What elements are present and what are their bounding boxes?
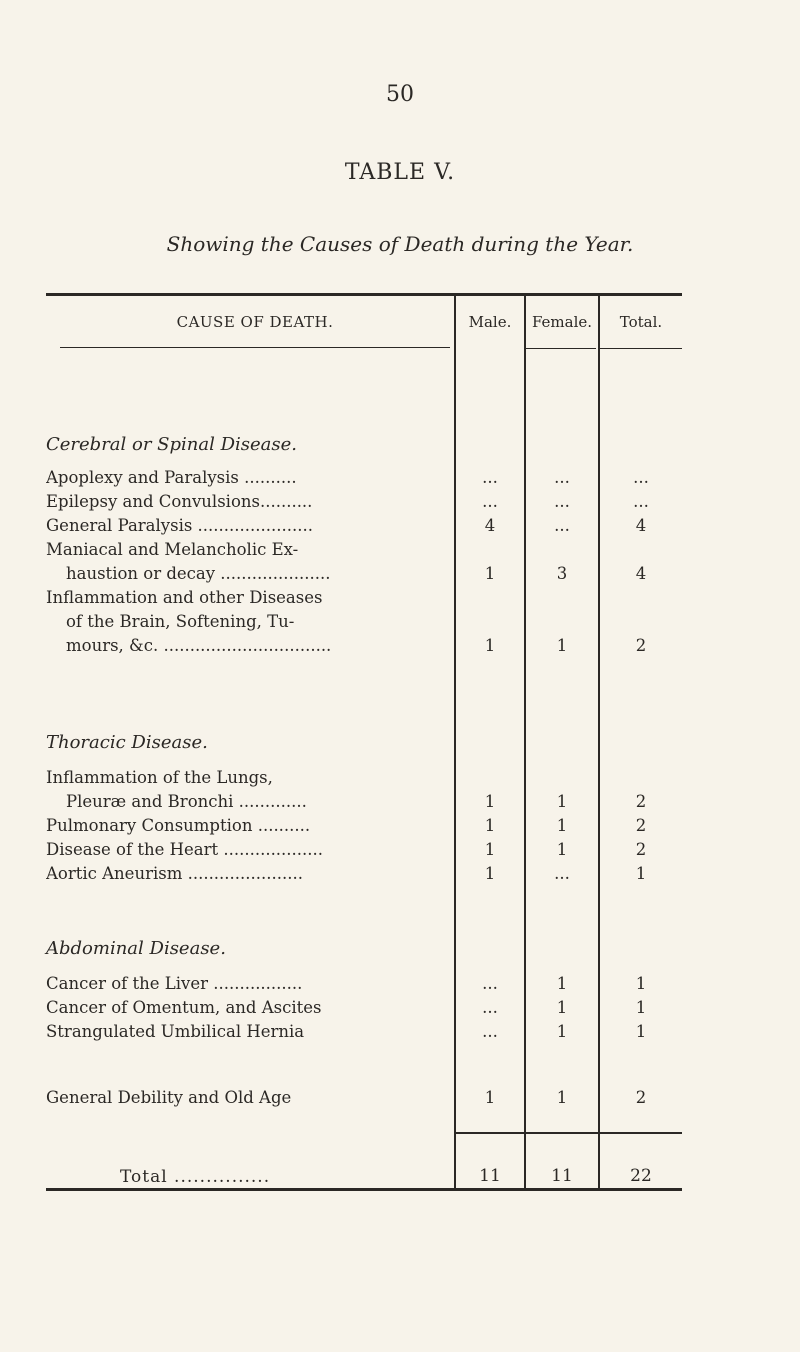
- cause-label: Disease of the Heart ...................: [46, 840, 324, 859]
- total-value: 2: [635, 816, 647, 835]
- header-underline-female: [526, 348, 596, 349]
- cause-label: Epilepsy and Convulsions..........: [46, 492, 313, 511]
- cause-label: Cancer of the Liver .................: [46, 974, 303, 993]
- female-value: 1: [556, 792, 568, 811]
- total-value: 1: [635, 864, 647, 883]
- table-row: [0, 468, 800, 492]
- cause-label: Aortic Aneurism ......................: [46, 864, 303, 883]
- table-row: [0, 564, 800, 588]
- column-divider-2: [524, 296, 526, 1188]
- table-row-line: [0, 540, 800, 564]
- total-value: ...: [633, 492, 649, 511]
- female-value: ...: [554, 492, 570, 511]
- total-value: 2: [635, 1088, 647, 1107]
- page-number: 50: [386, 82, 414, 107]
- table-row: [0, 1088, 800, 1112]
- cause-label: Inflammation and other Diseases: [46, 588, 323, 607]
- female-value: 1: [556, 1088, 568, 1107]
- total-overline-total: [600, 1132, 682, 1134]
- total-value: 1: [635, 998, 647, 1017]
- male-value: ...: [482, 468, 498, 487]
- cause-label-continued: haustion or decay .....................: [66, 564, 331, 583]
- column-divider-3: [598, 296, 600, 1188]
- cause-label-continued: of the Brain, Softening, Tu-: [66, 612, 295, 631]
- male-value: 1: [484, 816, 496, 835]
- female-value: 3: [556, 564, 568, 583]
- male-value: 1: [484, 1088, 496, 1107]
- header-underline-total: [600, 348, 682, 349]
- header-female: Female.: [531, 313, 593, 331]
- total-value: 1: [635, 1022, 647, 1041]
- cause-label: General Paralysis ......................: [46, 516, 313, 535]
- female-value: 1: [556, 1022, 568, 1041]
- header-underline-cause: [60, 347, 450, 348]
- section-title-cerebral: Cerebral or Spinal Disease.: [46, 434, 298, 455]
- cause-label: Pulmonary Consumption ..........: [46, 816, 311, 835]
- female-value: 1: [556, 974, 568, 993]
- total-label: Total ...............: [120, 1167, 271, 1187]
- table-row-line: [0, 588, 800, 612]
- table-row: [0, 492, 800, 516]
- table-subtitle: Showing the Causes of Death during the Year.: [166, 232, 634, 256]
- header-cause: CAUSE OF DEATH.: [176, 313, 334, 331]
- total-male: 11: [479, 1166, 501, 1186]
- female-value: ...: [554, 516, 570, 535]
- table-row-line: [0, 612, 800, 636]
- male-value: 1: [484, 840, 496, 859]
- female-value: 1: [556, 816, 568, 835]
- top-thick-rule: [46, 293, 682, 296]
- male-value: 1: [484, 636, 496, 655]
- cause-label: Apoplexy and Paralysis ..........: [46, 468, 297, 487]
- female-value: 1: [556, 998, 568, 1017]
- total-total: 22: [630, 1166, 652, 1186]
- cause-label: Cancer of Omentum, and Ascites: [46, 998, 322, 1017]
- header-total: Total.: [619, 313, 663, 331]
- table-row: [0, 636, 800, 660]
- header-male: Male.: [468, 313, 512, 331]
- male-value: 1: [484, 564, 496, 583]
- table-row: [0, 840, 800, 864]
- total-value: ...: [633, 468, 649, 487]
- total-value: 2: [635, 636, 647, 655]
- cause-label-continued: Pleuræ and Bronchi .............: [66, 792, 307, 811]
- total-value: 4: [635, 564, 647, 583]
- table-row: [0, 792, 800, 816]
- total-female: 11: [551, 1166, 573, 1186]
- table-row: [0, 864, 800, 888]
- male-value: ...: [482, 998, 498, 1017]
- female-value: 1: [556, 840, 568, 859]
- section-title-abdominal: Abdominal Disease.: [46, 938, 226, 959]
- male-value: 1: [484, 864, 496, 883]
- table-row: [0, 516, 800, 540]
- total-value: 2: [635, 840, 647, 859]
- male-value: ...: [482, 974, 498, 993]
- total-overline-female: [526, 1132, 598, 1134]
- male-value: 4: [484, 516, 496, 535]
- total-overline-male: [456, 1132, 524, 1134]
- table-row: [0, 998, 800, 1022]
- table-row-line: [0, 768, 800, 792]
- cause-label: Inflammation of the Lungs,: [46, 768, 273, 787]
- cause-label: General Debility and Old Age: [46, 1088, 292, 1107]
- female-value: ...: [554, 468, 570, 487]
- section-title-thoracic: Thoracic Disease.: [46, 732, 208, 753]
- table-row: [0, 974, 800, 998]
- table-row: [0, 1022, 800, 1046]
- column-divider-1: [454, 296, 456, 1188]
- male-value: ...: [482, 492, 498, 511]
- total-value: 4: [635, 516, 647, 535]
- total-row: [0, 1166, 800, 1190]
- female-value: 1: [556, 636, 568, 655]
- cause-label: Strangulated Umbilical Hernia: [46, 1022, 305, 1041]
- table-title: TABLE V.: [344, 160, 456, 185]
- male-value: 1: [484, 792, 496, 811]
- female-value: ...: [554, 864, 570, 883]
- total-value: 1: [635, 974, 647, 993]
- table-row: [0, 816, 800, 840]
- total-value: 2: [635, 792, 647, 811]
- male-value: ...: [482, 1022, 498, 1041]
- cause-label: Maniacal and Melancholic Ex-: [46, 540, 299, 559]
- cause-label-continued: mours, &c. ................................: [66, 636, 332, 655]
